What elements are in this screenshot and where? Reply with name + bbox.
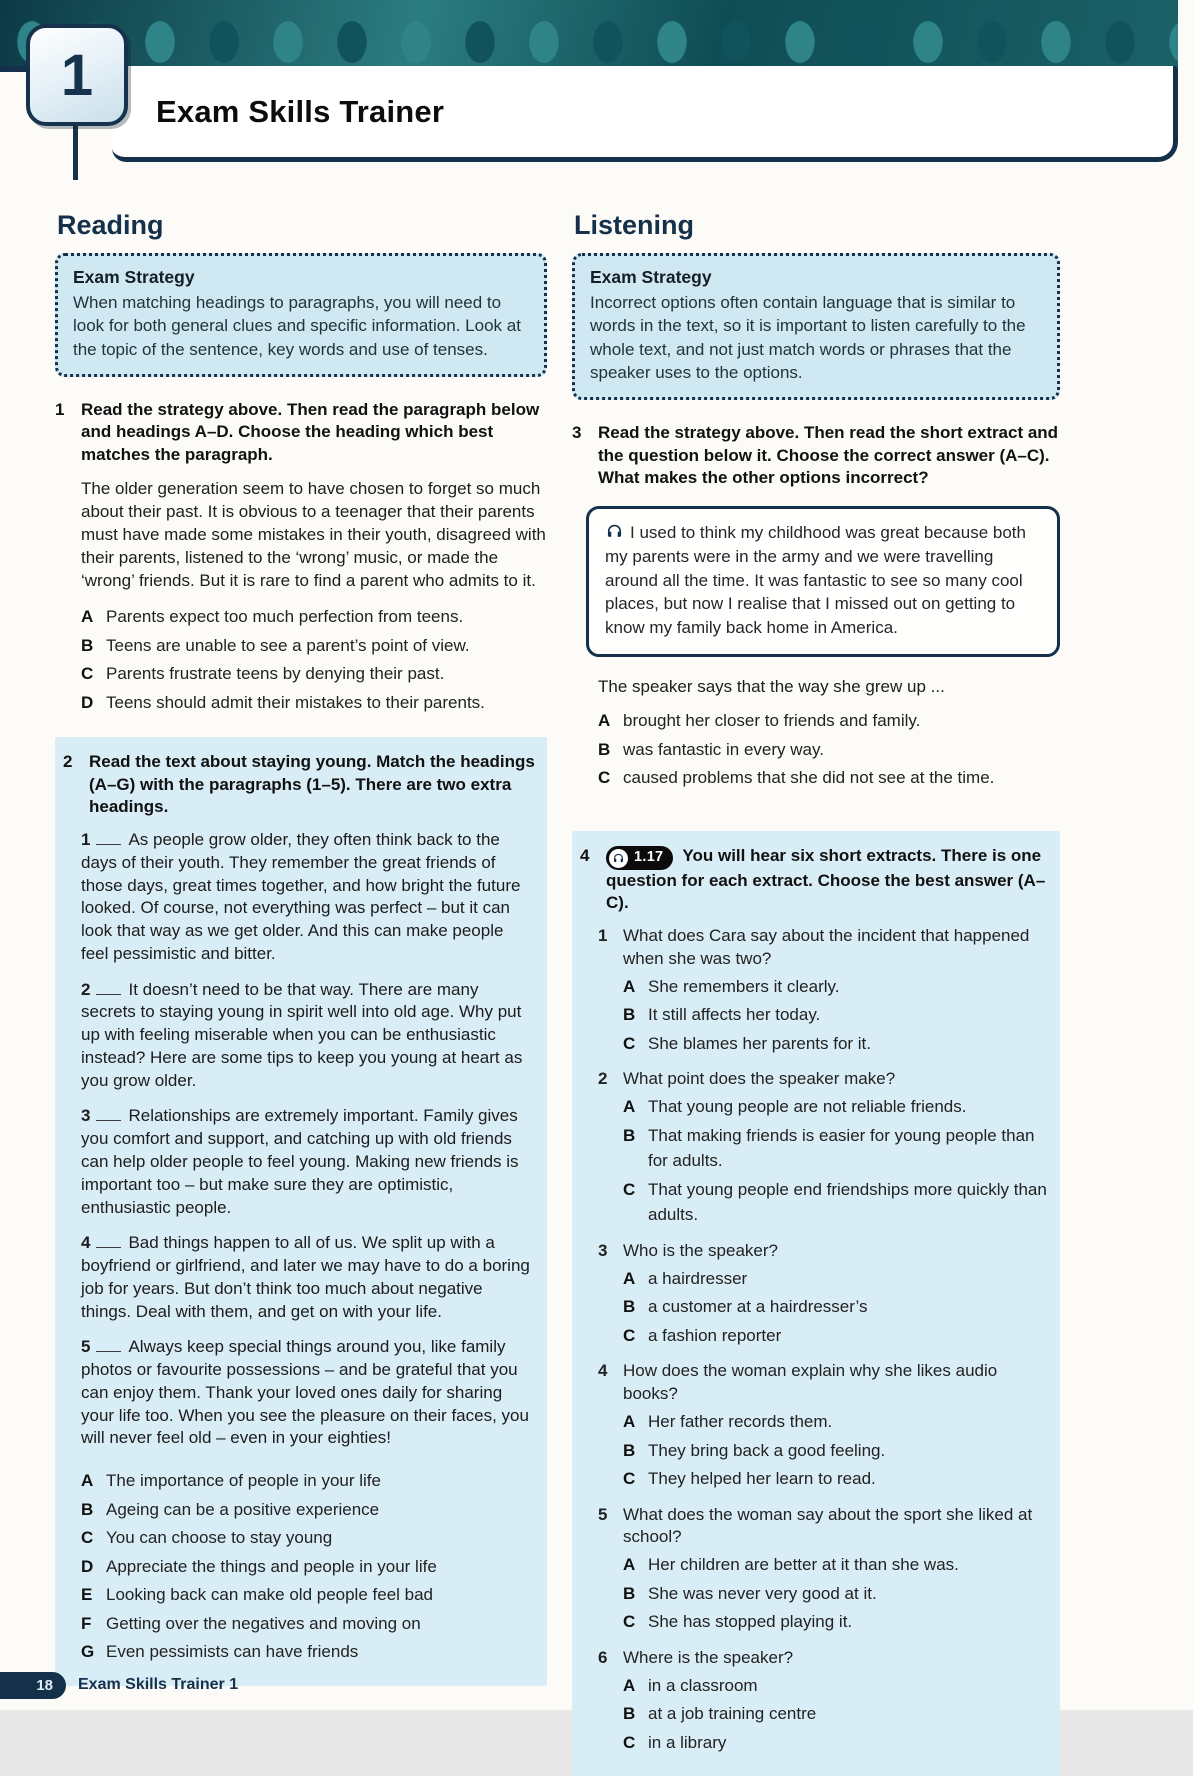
audio-track-badge — [606, 846, 673, 869]
strategy-body: Incorrect options often contain language that is similar to words in the text, so it is important to listen carefully to the whole text, and not just match words or phrases that the speaker uses to the options. — [590, 293, 1026, 382]
option-label: C — [598, 768, 611, 788]
exercise-3-options — [598, 708, 1060, 791]
option-item — [623, 1673, 1048, 1699]
heading-item — [81, 1582, 535, 1608]
question-options — [623, 1673, 1048, 1756]
paragraph-number: 1 — [81, 830, 91, 850]
option-label: C — [623, 1325, 636, 1345]
option-text: in a classroom — [648, 1675, 758, 1695]
exercise-3-head — [572, 422, 1060, 490]
option-text: brought her closer to friends and family. — [623, 711, 921, 731]
question-number: 2 — [598, 1069, 608, 1089]
option-item — [623, 1438, 1048, 1464]
exercise-3-body — [598, 675, 1060, 791]
question-item — [598, 1360, 1048, 1494]
heading-label: G — [81, 1642, 95, 1662]
question-options — [623, 1094, 1048, 1228]
heading-item — [81, 1611, 535, 1637]
question-text: Who is the speaker? — [623, 1240, 778, 1260]
unit-number: 1 — [60, 42, 94, 108]
answer-blank — [96, 1237, 121, 1248]
option-label: C — [623, 1612, 636, 1632]
option-text: at a job training centre — [648, 1704, 817, 1724]
question-options — [623, 974, 1048, 1057]
question-number: 6 — [598, 1647, 608, 1667]
option-item — [623, 1552, 1048, 1578]
option-item — [81, 633, 547, 659]
exercise-number: 4 — [580, 845, 590, 865]
option-label: B — [623, 1125, 636, 1145]
exercise-2-body — [81, 829, 535, 1665]
option-text: was fantastic in every way. — [623, 739, 824, 759]
option-label: A — [623, 976, 636, 996]
option-item — [598, 765, 1060, 791]
option-label: D — [81, 692, 94, 712]
paragraph-text: Bad things happen to all of us. We split up with a boyfriend or girlfriend, and later we may have to do a boring job for years. But don’t think too much about negative things. Deal with them, and get on with your life. — [81, 1233, 530, 1321]
page-number: 18 — [36, 1677, 53, 1694]
text-paragraph — [81, 1336, 535, 1450]
option-item — [623, 1409, 1048, 1435]
paragraph-text: It doesn’t need to be that way. There are many secrets to staying young in spirit well into old age. Why put up with feeling miserable when you can be enthusiastic instead? Here are some tips to keep you young at heart as you grow older. — [81, 979, 523, 1090]
answer-blank — [96, 834, 121, 845]
option-label: A — [623, 1675, 636, 1695]
heading-text: Getting over the negatives and moving on — [106, 1613, 421, 1633]
question-item — [598, 1240, 1048, 1351]
paragraph-text: Always keep special things around you, like family photos or favourite possessions – and be grateful that you can enjoy them. Thank your loved ones daily for sharing your life too. When you see the pleasure on their faces, you will never feel old – even in your eighties! — [81, 1337, 529, 1448]
option-text: She was never very good at it. — [648, 1583, 877, 1603]
option-label: A — [623, 1268, 636, 1288]
exercise-1-head — [55, 399, 547, 467]
question-options — [623, 1409, 1048, 1492]
strategy-title: Exam Strategy — [590, 267, 712, 287]
exercise-instruction: Read the strategy above. Then read the short extract and the question below it. Choose the correct answer (A–C). What makes the other options incorrect? — [598, 423, 1059, 488]
question-text: What does Cara say about the incident that happened when she was two? — [623, 925, 1030, 968]
heading-text: Looking back can make old people feel bad — [106, 1585, 434, 1605]
exercise-2-headings — [81, 1468, 535, 1665]
paragraph-number: 3 — [81, 1106, 91, 1126]
heading-item — [81, 1497, 535, 1523]
option-label: C — [623, 1469, 636, 1489]
paragraph-number: 5 — [81, 1337, 91, 1357]
option-label: A — [81, 607, 94, 627]
option-text: caused problems that she did not see at the time. — [623, 768, 995, 788]
page-title: Exam Skills Trainer — [156, 93, 445, 129]
question-number: 3 — [598, 1240, 608, 1260]
option-label: B — [623, 1297, 636, 1317]
option-text: They helped her learn to read. — [648, 1469, 876, 1489]
exercise-1-options — [81, 604, 547, 715]
heading-item — [81, 1554, 535, 1580]
listening-heading: Listening — [574, 210, 694, 240]
option-label: B — [623, 1704, 636, 1724]
option-text: Parents expect too much perfection from teens. — [106, 607, 464, 627]
heading-label: A — [81, 1471, 94, 1491]
option-text: Teens are unable to see a parent’s point of view. — [106, 635, 470, 655]
exercise-number: 2 — [63, 752, 73, 772]
heading-item — [81, 1525, 535, 1551]
option-item — [623, 1730, 1048, 1756]
footer-title: Exam Skills Trainer 1 — [78, 1676, 239, 1693]
option-label: C — [623, 1179, 636, 1199]
option-label: C — [623, 1732, 636, 1752]
exercise-instruction — [606, 845, 1048, 915]
text-paragraph — [81, 1105, 535, 1219]
option-label: B — [623, 1005, 636, 1025]
option-label: A — [623, 1097, 636, 1117]
option-item — [623, 1002, 1048, 1028]
exercise-2 — [55, 737, 547, 1685]
option-item — [623, 1294, 1048, 1320]
answer-blank — [96, 984, 121, 995]
heading-text: The importance of people in your life — [106, 1471, 381, 1491]
option-item — [623, 1701, 1048, 1727]
question-number: 4 — [598, 1361, 608, 1381]
option-item — [623, 1609, 1048, 1635]
paragraph-text: Relationships are extremely important. Family gives you comfort and support, and catching up with old friends can help older people to feel young. Making new friends is important too – but make sure they are optimistic, enthusiastic people. — [81, 1106, 519, 1217]
text-paragraph — [81, 979, 535, 1093]
question-number: 5 — [598, 1504, 608, 1524]
heading-label: C — [81, 1528, 94, 1548]
option-text: a hairdresser — [648, 1268, 748, 1288]
exercise-instruction-text: You will hear six short extracts. There is one question for each extract. Choose the best answer (A–C). — [606, 845, 1046, 913]
question-text: What does the woman say about the sport she liked at school? — [623, 1504, 1033, 1547]
option-item — [598, 708, 1060, 734]
option-item — [623, 974, 1048, 1000]
paragraph-text: As people grow older, they often think back to the days of their youth. They remember the great friends of those days, great times together, and how bright the future looked. Of course, not everything was perfect – but it can look that way as we get older. And this can make people feel pessimistic and bitter. — [81, 830, 521, 963]
question-item — [598, 1068, 1048, 1230]
option-item — [623, 1177, 1048, 1228]
option-text: She blames her parents for it. — [648, 1033, 872, 1053]
option-item — [81, 661, 547, 687]
question-text: How does the woman explain why she likes audio books? — [623, 1361, 998, 1404]
extract-text: I used to think my childhood was great because both my parents were in the army and we were travelling around all the time. It was fantastic to see so many cool places, but now I realise that I missed out on getting to know my family back home in America. — [605, 522, 1026, 638]
headphones-icon — [609, 849, 628, 868]
option-item — [623, 1466, 1048, 1492]
option-text: Her children are better at it than she was. — [648, 1555, 959, 1575]
exercise-number: 1 — [55, 399, 65, 419]
option-label: A — [623, 1412, 636, 1432]
option-item — [598, 737, 1060, 763]
heading-text: Ageing can be a positive experience — [106, 1499, 380, 1519]
option-label: A — [623, 1555, 636, 1575]
option-label: B — [81, 635, 94, 655]
question-item — [598, 925, 1048, 1059]
strategy-title: Exam Strategy — [73, 267, 195, 287]
exercise-4-head — [580, 845, 1048, 915]
option-text: in a library — [648, 1732, 727, 1752]
exercise-4-body — [598, 925, 1048, 1758]
option-text: She has stopped playing it. — [648, 1612, 853, 1632]
heading-item — [81, 1468, 535, 1494]
heading-text: Even pessimists can have friends — [106, 1642, 359, 1662]
heading-text: You can choose to stay young — [106, 1528, 333, 1548]
page-title-bar — [112, 66, 1178, 162]
option-text: That young people are not reliable friends. — [648, 1097, 967, 1117]
text-paragraph — [81, 1232, 535, 1323]
option-text: That young people end friendships more quickly than adults. — [648, 1179, 1047, 1225]
listening-section — [572, 196, 1060, 1776]
strategy-body: When matching headings to paragraphs, you will need to look for both general clues and specific information. Look at the topic of the sentence, key words and use of tenses. — [73, 293, 521, 359]
heading-label: E — [81, 1585, 93, 1605]
option-item — [81, 604, 547, 630]
exercise-3 — [572, 422, 1060, 790]
exercise-2-head — [63, 751, 535, 819]
option-item — [81, 690, 547, 716]
unit-number-badge — [26, 24, 128, 126]
heading-label: F — [81, 1613, 92, 1633]
option-label: B — [623, 1583, 636, 1603]
heading-label: B — [81, 1499, 94, 1519]
heading-item — [81, 1639, 535, 1665]
option-label: B — [623, 1440, 636, 1460]
option-item — [623, 1266, 1048, 1292]
audio-extract-box — [586, 506, 1060, 657]
option-label: B — [598, 739, 611, 759]
option-text: Teens should admit their mistakes to their parents. — [106, 692, 485, 712]
paragraph-number: 4 — [81, 1233, 91, 1253]
option-label: A — [598, 711, 611, 731]
paragraph-number: 2 — [81, 979, 91, 999]
reading-section — [55, 196, 547, 1686]
option-text: That making friends is easier for young people than for adults. — [648, 1125, 1035, 1171]
answer-blank — [96, 1110, 121, 1121]
question-item — [598, 1647, 1048, 1758]
exercise-instruction: Read the strategy above. Then read the paragraph below and headings A–D. Choose the heading which best matches the paragraph. — [81, 399, 540, 465]
option-item — [623, 1581, 1048, 1607]
unit-badge-stem — [73, 126, 78, 180]
exercise-1 — [55, 399, 547, 715]
option-text: Her father records them. — [648, 1412, 833, 1432]
text-paragraph — [81, 829, 535, 966]
question-text: What point does the speaker make? — [623, 1069, 896, 1089]
option-text: a customer at a hairdresser’s — [648, 1297, 868, 1317]
question-options — [623, 1266, 1048, 1349]
option-item — [623, 1123, 1048, 1174]
option-label: C — [81, 664, 94, 684]
question-number: 1 — [598, 925, 608, 945]
audio-track-number: 1.17 — [634, 849, 664, 866]
option-text: They bring back a good feeling. — [648, 1440, 886, 1460]
option-label: C — [623, 1033, 636, 1053]
option-text: Parents frustrate teens by denying their past. — [106, 664, 445, 684]
option-text: a fashion reporter — [648, 1325, 782, 1345]
option-item — [623, 1094, 1048, 1120]
option-text: It still affects her today. — [648, 1005, 821, 1025]
answer-blank — [96, 1341, 121, 1352]
option-item — [623, 1031, 1048, 1057]
heading-text: Appreciate the things and people in your life — [106, 1556, 437, 1576]
headphones-icon — [605, 522, 624, 541]
heading-label: D — [81, 1556, 94, 1576]
option-text: She remembers it clearly. — [648, 976, 840, 996]
exercise-instruction: Read the text about staying young. Match the headings (A–G) with the paragraphs (1–5). There are two extra headings. — [89, 752, 535, 817]
page-number-badge — [0, 1672, 66, 1699]
question-options — [623, 1552, 1048, 1635]
question-stem: The speaker says that the way she grew up ... — [598, 676, 945, 696]
exercise-number: 3 — [572, 423, 582, 443]
listening-strategy-box — [572, 253, 1060, 400]
exercise-4 — [572, 831, 1060, 1776]
reading-heading: Reading — [57, 210, 164, 240]
question-text: Where is the speaker? — [623, 1647, 794, 1667]
reading-paragraph: The older generation seem to have chosen to forget so much about their past. It is obvious to a teenager that their parents must have made some mistakes in their youth, disagreed with their parents, listened to the ‘wrong’ music, or made the ‘wrong’ friends. But it is rare to find a parent who admits to it. — [81, 478, 546, 591]
reading-strategy-box — [55, 253, 547, 377]
question-item — [598, 1504, 1048, 1638]
option-item — [623, 1323, 1048, 1349]
exercise-1-body — [81, 477, 547, 716]
